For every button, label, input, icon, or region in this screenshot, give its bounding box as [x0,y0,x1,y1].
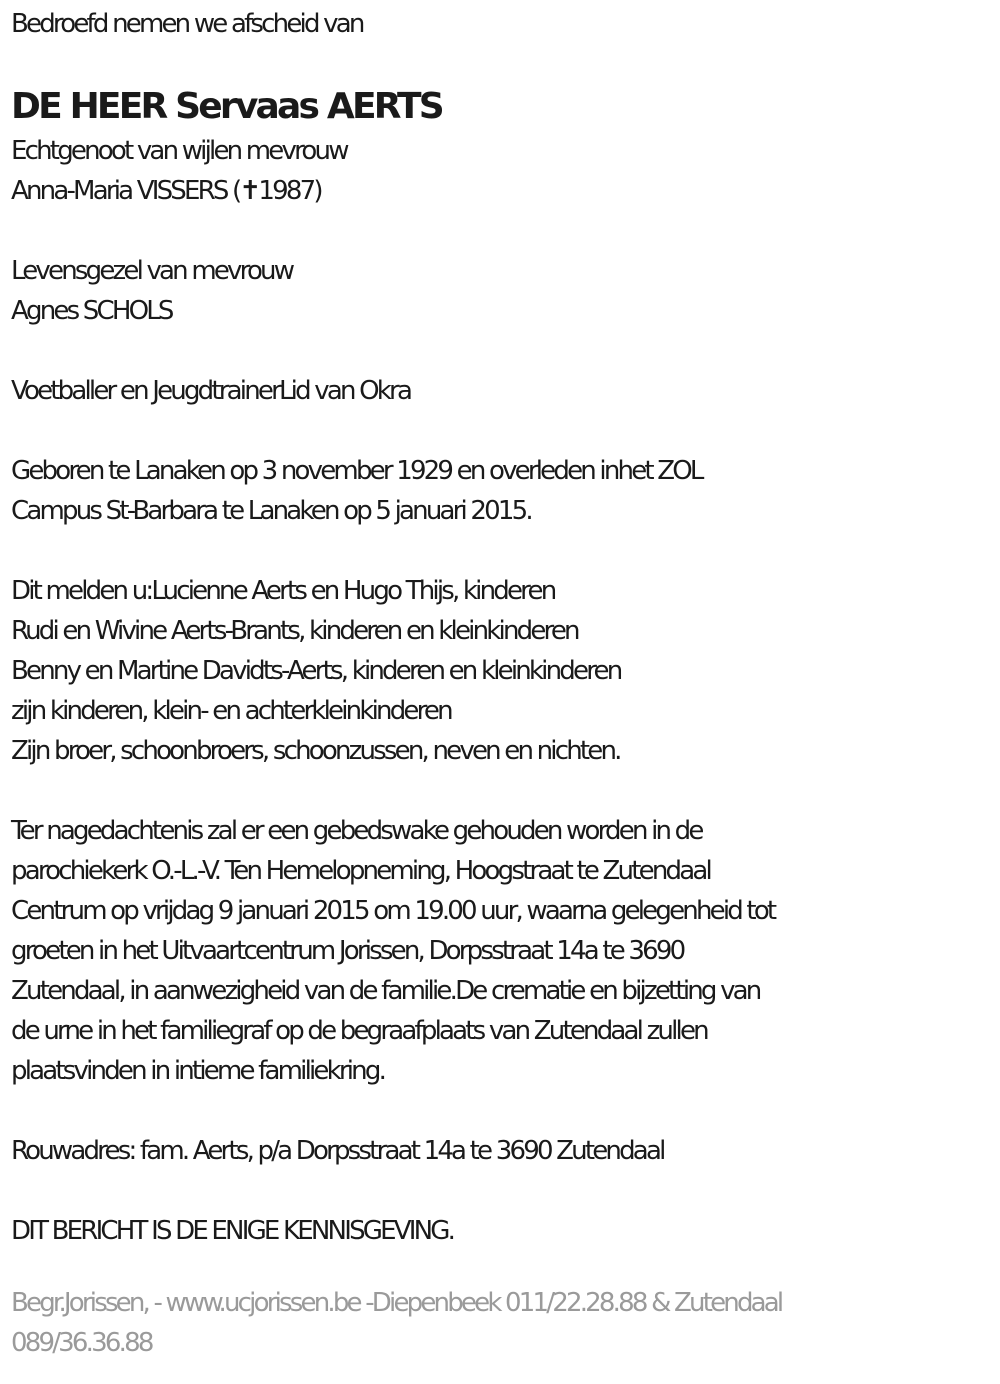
announcer-line: Zijn broer, schoonbroers, schoonzussen, neven en nichten. [11,736,620,766]
ceremony-line: Ter nagedachtenis zal er een gebedswake gehouden worden in de [11,816,702,846]
spouse-line-2: Anna-Maria VISSERS (✝1987) [11,176,321,206]
ceremony-line: parochiekerk O.-L.-V. Ten Hemelopneming, Hoogstraat te Zutendaal [11,856,710,886]
funeral-home-footer [11,1283,991,1363]
birth-death-line-2: Campus St-Barbara te Lanaken op 5 januari 2015. [11,496,531,526]
ceremony-line: groeten in het Uitvaartcentrum Jorissen, Dorpsstraat 14a te 3690 [11,936,684,966]
roles-text: Voetballer en JeugdtrainerLid van Okra [11,376,411,406]
announcer-line: Benny en Martine Davidts-Aerts, kinderen en kleinkinderen [11,656,621,686]
partner-line-1: Levensgezel van mevrouw [11,256,293,286]
ceremony-block [11,811,991,1091]
footer-line-1: Begr.Jorissen, - www.ucjorissen.be -Diepenbeek 011/22.28.88 & Zutendaal [11,1288,782,1318]
spouse-line-1: Echtgenoot van wijlen mevrouw [11,136,347,166]
deceased-name: DE HEER Servaas AERTS [11,86,442,127]
announcer-line: Dit melden u:Lucienne Aerts en Hugo Thijs, kinderen [11,576,555,606]
spouse-block [11,131,991,211]
footer-line-2: 089/36.36.88 [11,1328,152,1358]
announcer-line: Rudi en Wivine Aerts-Brants, kinderen en kleinkinderen [11,616,578,646]
ceremony-line: plaatsvinden in intieme familiekring. [11,1056,385,1086]
notice-text: DIT BERICHT IS DE ENIGE KENNISGEVING. [11,1216,454,1246]
birth-death-block [11,451,991,531]
announcer-line: zijn kinderen, klein- en achterkleinkinderen [11,696,451,726]
mourning-address: Rouwadres: fam. Aerts, p/a Dorpsstraat 14a te 3690 Zutendaal [11,1136,664,1166]
birth-death-line-1: Geboren te Lanaken op 3 november 1929 en overleden inhet ZOL [11,456,702,486]
intro-text: Bedroefd nemen we afscheid van [11,9,363,39]
ceremony-line: de urne in het familiegraf op de begraafplaats van Zutendaal zullen [11,1016,707,1046]
announcers-block [11,571,991,771]
partner-line-2: Agnes SCHOLS [11,296,172,326]
ceremony-line: Centrum op vrijdag 9 januari 2015 om 19.00 uur, waarna gelegenheid tot [11,896,775,926]
ceremony-line: Zutendaal, in aanwezigheid van de familie.De crematie en bijzetting van [11,976,760,1006]
partner-block [11,251,991,331]
obituary-document [11,0,991,1363]
